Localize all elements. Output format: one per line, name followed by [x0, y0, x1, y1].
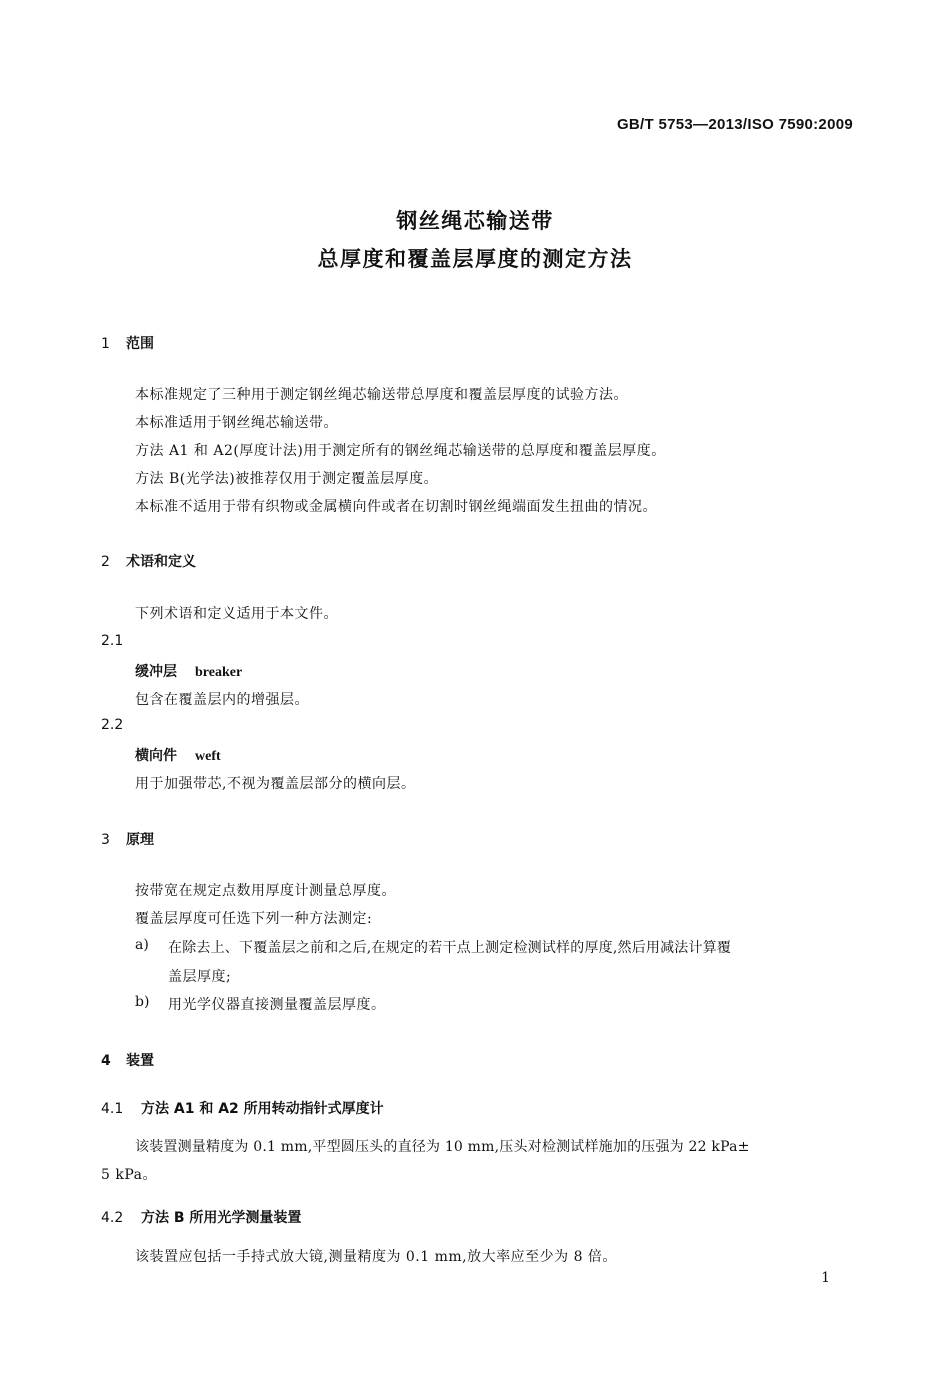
- section-heading-scope: [101, 333, 154, 353]
- subsection-heading: [101, 1098, 384, 1118]
- list-marker: a): [135, 937, 149, 953]
- term-definition: 包含在覆盖层内的增强层。: [135, 692, 309, 708]
- term-english: breaker: [195, 665, 243, 680]
- paragraph: 按带宽在规定点数用厚度计测量总厚度。: [135, 883, 396, 899]
- paragraph: 方法 B(光学法)被推荐仅用于测定覆盖层厚度。: [135, 471, 439, 487]
- paragraph: 下列术语和定义适用于本文件。: [135, 606, 338, 622]
- paragraph: 该装置应包括一手持式放大镜,测量精度为 0.1 mm,放大率应至少为 8 倍。: [135, 1249, 617, 1265]
- page-number: 1: [821, 1270, 830, 1286]
- paragraph: 5 kPa。: [101, 1167, 157, 1183]
- term-entry: [135, 661, 242, 681]
- paragraph: 方法 A1 和 A2(厚度计法)用于测定所有的钢丝绳芯输送带的总厚度和覆盖层厚度。: [135, 443, 666, 459]
- term-number: 2.1: [101, 633, 124, 649]
- section-number: 1: [101, 336, 110, 352]
- paragraph: 本标准规定了三种用于测定钢丝绳芯输送带总厚度和覆盖层厚度的试验方法。: [135, 387, 628, 403]
- subsection-title: 方法 A1 和 A2 所用转动指针式厚度计: [141, 1101, 384, 1117]
- section-title: 范围: [126, 336, 154, 352]
- subsection-number: 4.1: [101, 1101, 124, 1117]
- list-item-text: 用光学仪器直接测量覆盖层厚度。: [168, 997, 386, 1013]
- section-number: 2: [101, 554, 110, 570]
- section-title: 术语和定义: [126, 554, 196, 570]
- term-definition: 用于加强带芯,不视为覆盖层部分的横向层。: [135, 776, 416, 792]
- paragraph: 本标准适用于钢丝绳芯输送带。: [135, 415, 338, 431]
- standard-code: GB/T 5753—2013/ISO 7590:2009: [616, 116, 853, 133]
- term-number: 2.2: [101, 717, 124, 733]
- section-title: 原理: [126, 832, 154, 848]
- section-heading-principle: [101, 829, 154, 849]
- term-english: weft: [195, 749, 221, 764]
- subsection-title: 方法 B 所用光学测量装置: [141, 1210, 302, 1226]
- subsection-number: 4.2: [101, 1210, 124, 1226]
- list-item-text: 在除去上、下覆盖层之前和之后,在规定的若干点上测定检测试样的厚度,然后用减法计算覆: [168, 940, 732, 956]
- document-title-line1: 钢丝绳芯输送带: [396, 209, 554, 233]
- term-chinese: 横向件: [135, 748, 177, 764]
- section-number: 4: [101, 1053, 111, 1069]
- section-number: 3: [101, 832, 110, 848]
- term-chinese: 缓冲层: [135, 664, 177, 680]
- list-marker: b): [135, 994, 150, 1010]
- paragraph: 本标准不适用于带有织物或金属横向件或者在切割时钢丝绳端面发生扭曲的情况。: [135, 499, 657, 515]
- term-entry: [135, 745, 221, 765]
- paragraph: 该装置测量精度为 0.1 mm,平型圆压头的直径为 10 mm,压头对检测试样施加的压强为 22 kPa±: [135, 1139, 750, 1155]
- document-title-line2: 总厚度和覆盖层厚度的测定方法: [317, 247, 633, 271]
- paragraph: 覆盖层厚度可任选下列一种方法测定:: [135, 911, 373, 927]
- section-heading-terms: [101, 551, 196, 571]
- list-item-text: 盖层厚度;: [168, 969, 232, 985]
- section-title: 装置: [126, 1053, 154, 1069]
- subsection-heading: [101, 1207, 301, 1227]
- section-heading-apparatus: [101, 1050, 154, 1070]
